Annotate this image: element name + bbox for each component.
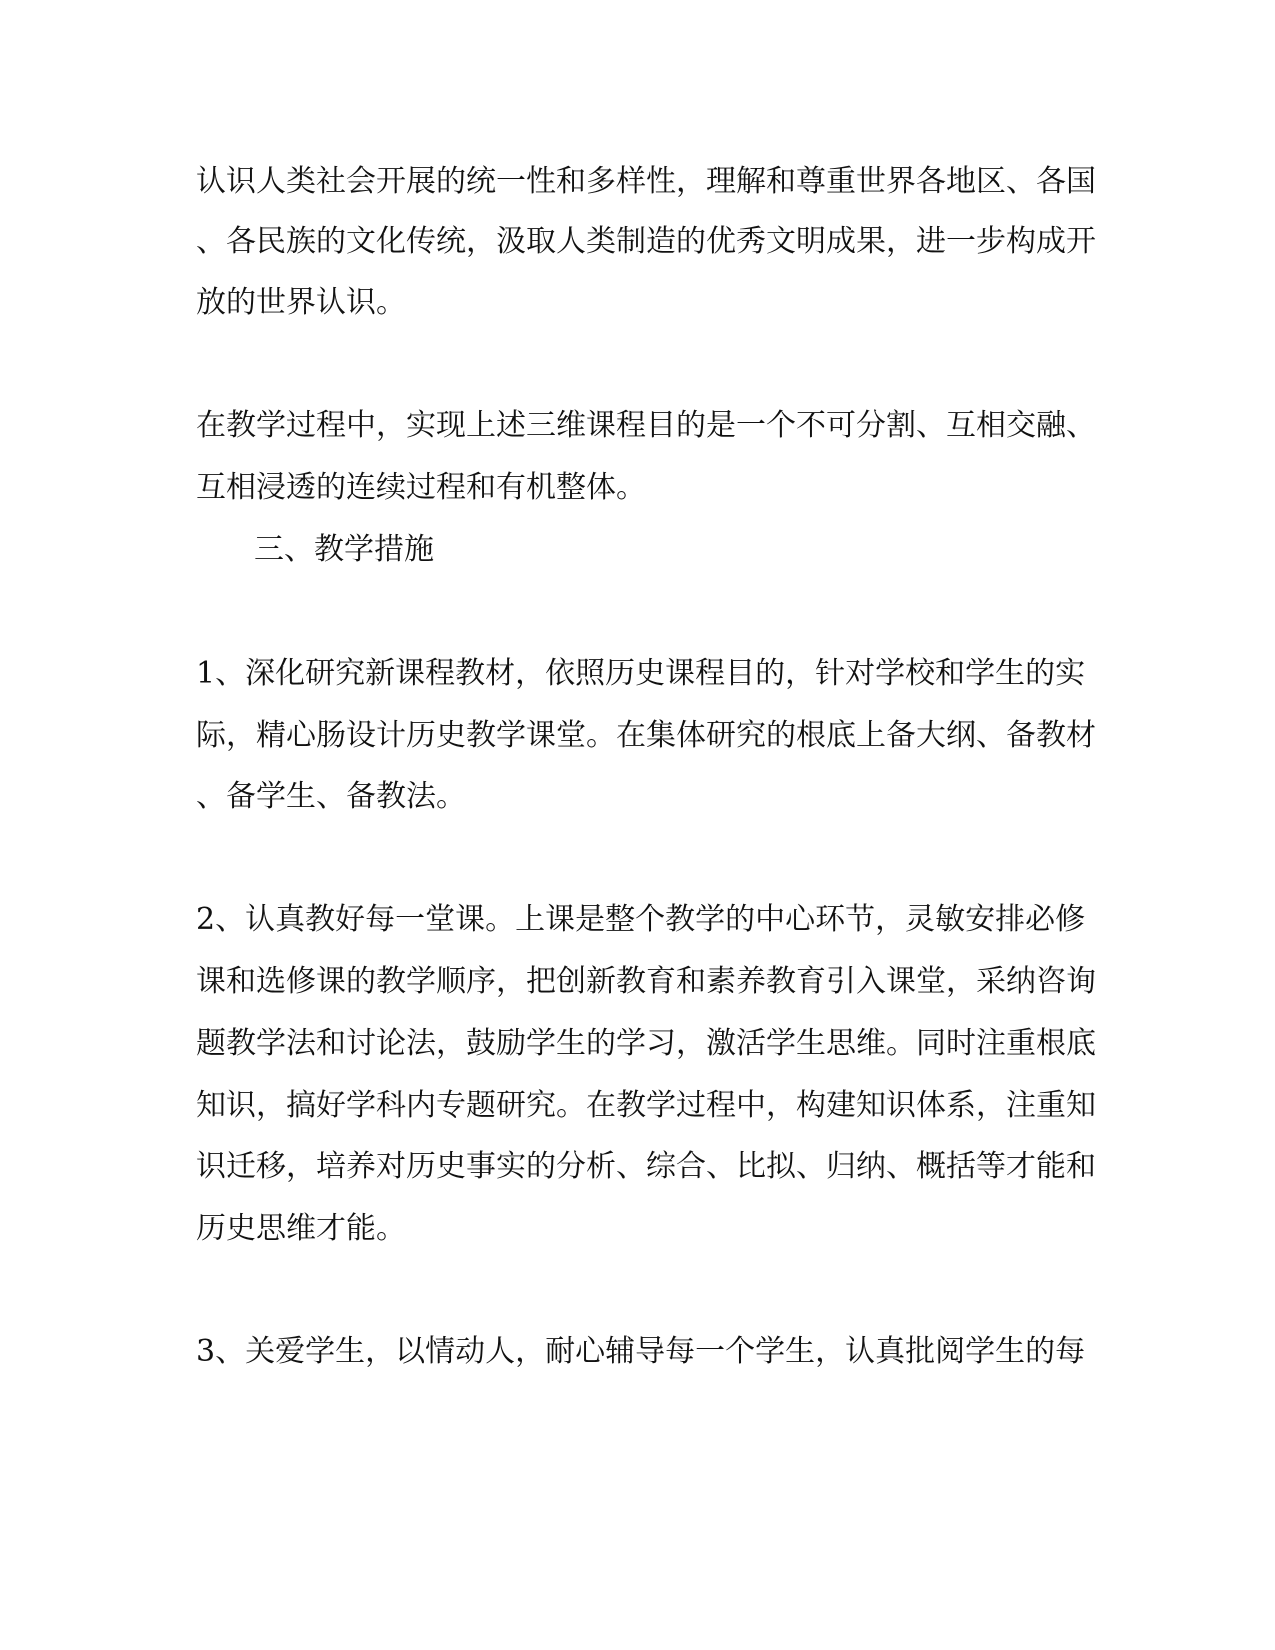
- text-line: 3、关爱学生，以情动人，耐心辅导每一个学生，认真批阅学生的每: [196, 1334, 1086, 1369]
- section-heading: 三、教学措施: [254, 532, 434, 567]
- text-line: 认识人类社会开展的统一性和多样性，理解和尊重世界各地区、各国: [196, 164, 1096, 199]
- text-line: 在教学过程中，实现上述三维课程目的是一个不可分割、互相交融、: [196, 408, 1096, 443]
- text-line: 、备学生、备教法。: [196, 779, 466, 814]
- text-line: 历史思维才能。: [196, 1211, 406, 1246]
- text-line: 1、深化研究新课程教材，依照历史课程目的，针对学校和学生的实: [196, 656, 1086, 691]
- text-line: 题教学法和讨论法，鼓励学生的学习，激活学生思维。同时注重根底: [196, 1026, 1096, 1061]
- text-line: 放的世界认识。: [196, 285, 406, 320]
- text-line: 知识，搞好学科内专题研究。在教学过程中，构建知识体系，注重知: [196, 1088, 1096, 1123]
- text-line: 识迁移，培养对历史事实的分析、综合、比拟、归纳、概括等才能和: [196, 1149, 1096, 1184]
- text-line: 际，精心肠设计历史教学课堂。在集体研究的根底上备大纲、备教材: [196, 718, 1096, 753]
- text-line: 课和选修课的教学顺序，把创新教育和素养教育引入课堂，采纳咨询: [196, 964, 1096, 999]
- text-line: 2、认真教好每一堂课。上课是整个教学的中心环节，灵敏安排必修: [196, 902, 1086, 937]
- text-line: 、各民族的文化传统，汲取人类制造的优秀文明成果，进一步构成开: [196, 224, 1096, 259]
- text-line: 互相浸透的连续过程和有机整体。: [196, 470, 646, 505]
